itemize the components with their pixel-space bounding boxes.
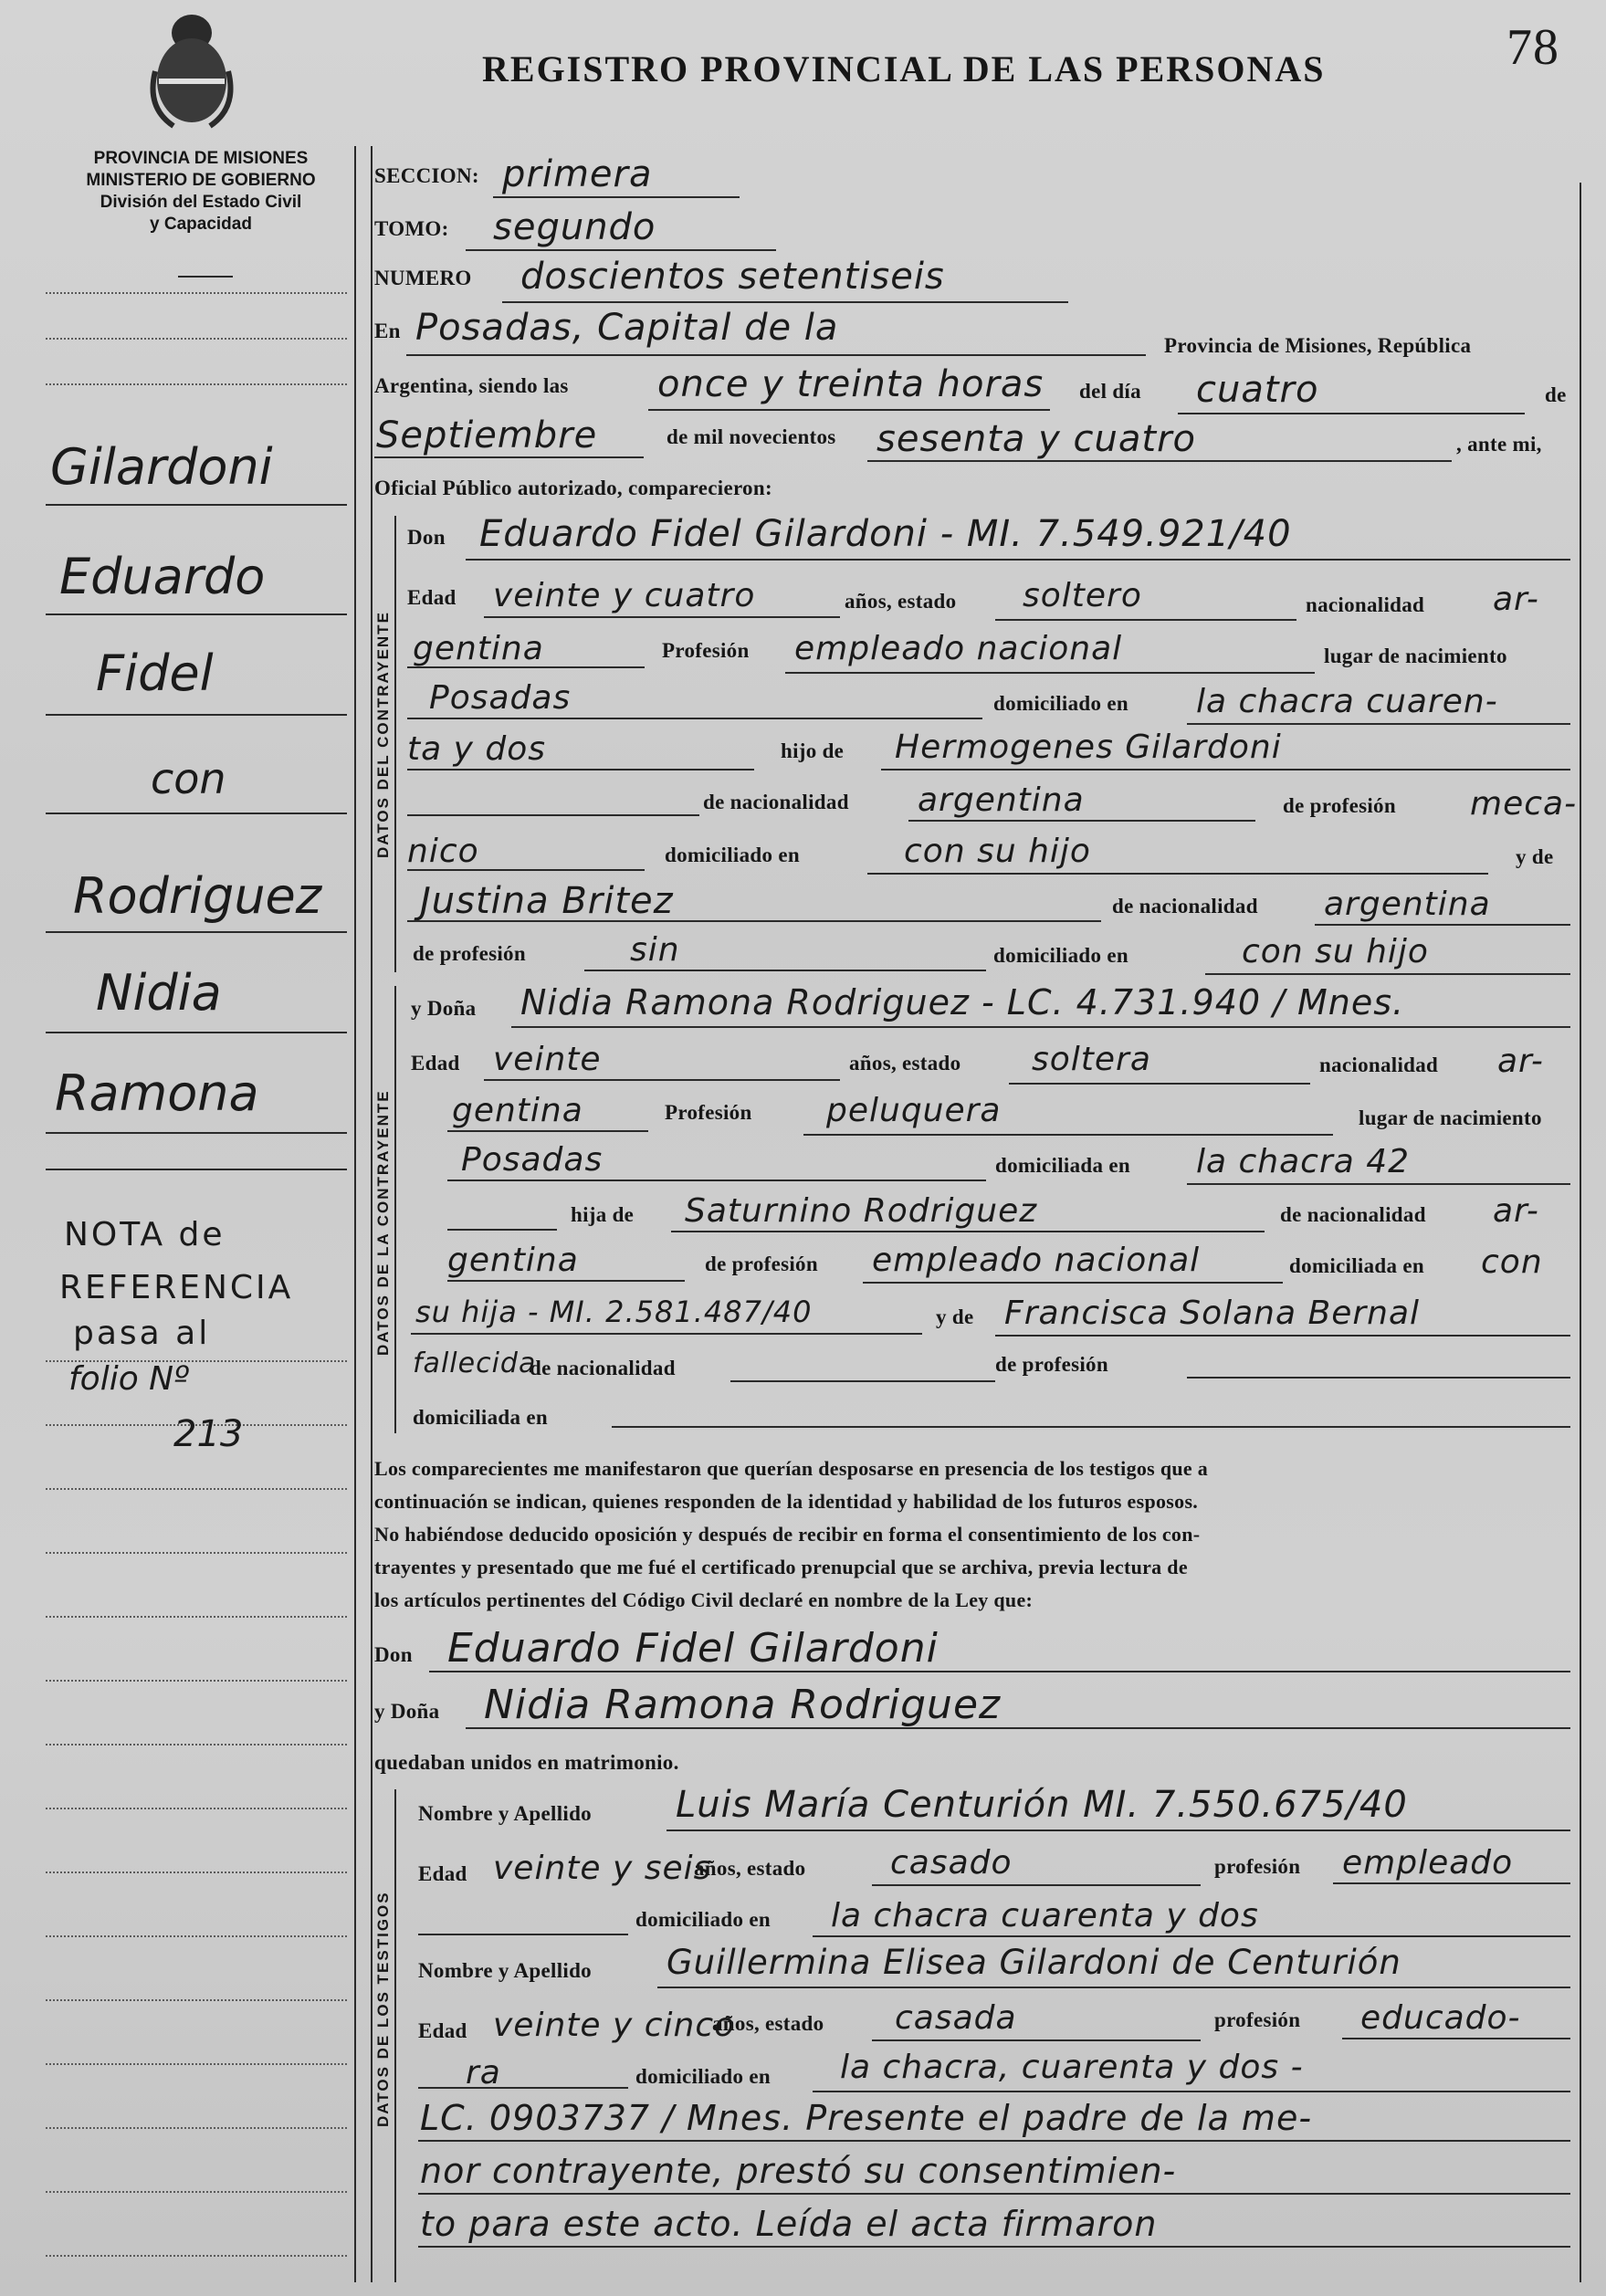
de-profesion-label: de profesión [995, 1353, 1108, 1376]
note-line: NOTA de [64, 1216, 226, 1253]
testigo1-edad-value: veinte y seis [493, 1850, 712, 1887]
novia-padre-dom-value: con [1481, 1243, 1543, 1281]
dia-value: cuatro [1196, 369, 1319, 411]
novia-padre-prof-value: empleado nacional [872, 1242, 1201, 1279]
edad-label: Edad [407, 586, 457, 609]
domiciliado-label: domiciliado en [993, 944, 1128, 967]
coat-of-arms-icon [137, 7, 247, 135]
domiciliada-label: domiciliada en [995, 1154, 1130, 1177]
novio-nombre-value: Eduardo Fidel Gilardoni - MI. 7.549.921/40 [479, 513, 1292, 555]
testigo2-nombre-value: Guillermina Elisea Gilardoni de Centurión [667, 1943, 1401, 1982]
anos-estado-label: años, estado [712, 2012, 824, 2035]
novia-padre-nac-value: ar- [1493, 1192, 1539, 1230]
hora-value: once y treinta horas [657, 363, 1044, 405]
novia-nombre-value: Nidia Ramona Rodriguez - LC. 4.731.940 / Mnes. [520, 982, 1405, 1022]
domiciliado-label: domiciliado en [635, 1908, 771, 1931]
domiciliada-label: domiciliada en [413, 1406, 548, 1429]
quedaban-label: quedaban unidos en matrimonio. [374, 1751, 679, 1774]
margin-name: Gilardoni [50, 438, 273, 496]
numero-label: NUMERO [374, 267, 472, 289]
edad-label: Edad [418, 2019, 467, 2042]
ante-mi-label: , ante mi, [1456, 433, 1542, 456]
novia-padre-dom-cont-value: su hija - MI. 2.581.487/40 [415, 1295, 813, 1329]
novio-madre-nac-value: argentina [1324, 886, 1491, 923]
novia-edad-value: veinte [493, 1041, 602, 1078]
novio-edad-value: veinte y cuatro [493, 577, 756, 614]
provincia-label: Provincia de Misiones, República [1164, 334, 1472, 357]
lugar-value: Posadas, Capital de la [415, 307, 839, 349]
edad-label: Edad [411, 1052, 460, 1075]
profesion-label: Profesión [665, 1101, 752, 1124]
nacionalidad-label: nacionalidad [1319, 1054, 1439, 1076]
oficial-label: Oficial Público autorizado, comparecieron: [374, 477, 772, 499]
domiciliado-label: domiciliado en [665, 844, 800, 866]
testigo1-nombre-value: Luis María Centurión MI. 7.550.675/40 [676, 1784, 1408, 1826]
page-number: 78 [1506, 19, 1559, 76]
note-line: 213 [173, 1413, 244, 1455]
novio-domicilio-cont-value: ta y dos [407, 730, 546, 768]
org-line: y Capacidad [150, 215, 252, 234]
domiciliado-label: domiciliado en [993, 692, 1128, 715]
testigo1-estado-value: casado [890, 1844, 1013, 1882]
anio-value: sesenta y cuatro [876, 418, 1197, 460]
org-line: División del Estado Civil [100, 193, 302, 212]
tomo-value: segundo [493, 206, 656, 248]
testigo1-domicilio-value: la chacra cuarenta y dos [831, 1897, 1259, 1934]
novia-estado-value: soltera [1032, 1041, 1151, 1078]
seccion-value: primera [502, 153, 653, 195]
final-note-line: nor contrayente, prestó su consentimien- [420, 2151, 1177, 2191]
novio-padre-dom-value: con su hijo [904, 833, 1091, 870]
de-nacionalidad-label: de nacionalidad [703, 791, 849, 813]
mes-value: Septiembre [376, 414, 598, 456]
don-label: Don [407, 526, 446, 549]
novio-nac-value: ar- [1493, 581, 1539, 618]
novia-profesion-value: peluquera [826, 1092, 1002, 1129]
en-label: En [374, 320, 401, 342]
de-label: de [1545, 383, 1567, 406]
declarado-don-value: Eduardo Fidel Gilardoni [447, 1625, 939, 1672]
nacionalidad-label: nacionalidad [1306, 593, 1425, 616]
note-line: pasa al [73, 1315, 211, 1352]
novia-padre-value: Saturnino Rodriguez [685, 1192, 1038, 1230]
tomo-label: TOMO: [374, 217, 449, 240]
margin-name: con [151, 754, 226, 803]
novio-padre-nac-value: argentina [918, 781, 1085, 819]
numero-value: doscientos setentiseis [520, 256, 945, 298]
novia-nac-value: ar- [1497, 1043, 1544, 1080]
profesion-label: Profesión [662, 639, 750, 662]
testigo2-profesion-value: educado- [1360, 1999, 1521, 2037]
novio-lugar-nac-value: Posadas [429, 679, 572, 717]
de-profesion-label: de profesión [705, 1253, 818, 1275]
profesion-label: profesión [1214, 2008, 1301, 2031]
document-title: REGISTRO PROVINCIAL DE LAS PERSONAS [482, 48, 1326, 89]
novia-domicilio-value: la chacra 42 [1196, 1143, 1411, 1180]
margin-name: Ramona [55, 1064, 259, 1122]
testigo1-profesion-value: empleado [1342, 1844, 1514, 1882]
final-note-line: to para este acto. Leída el acta firmaron [420, 2204, 1158, 2244]
anos-estado-label: años, estado [694, 1857, 806, 1880]
de-nacionalidad-label: de nacionalidad [530, 1357, 676, 1379]
novio-padre-prof-cont-value: nico [407, 833, 479, 870]
don-label: Don [374, 1643, 413, 1666]
novio-nac-cont-value: gentina [413, 630, 544, 667]
margin-name: Fidel [96, 645, 214, 702]
margin-name: Nidia [96, 964, 222, 1022]
testigo2-profesion-cont-value: ra [466, 2054, 501, 2092]
declarado-dona-value: Nidia Ramona Rodriguez [484, 1682, 1002, 1728]
novia-nac-cont-value: gentina [452, 1092, 583, 1129]
seccion-label: SECCION: [374, 164, 479, 187]
novia-lugar-nac-value: Posadas [461, 1141, 604, 1179]
de-profesion-label: de profesión [413, 942, 526, 965]
novio-domicilio-value: la chacra cuaren- [1196, 683, 1498, 720]
testigo2-edad-value: veinte y cinco [493, 2007, 736, 2044]
y-dona-label: y Doña [411, 997, 477, 1020]
profesion-label: profesión [1214, 1855, 1301, 1878]
y-dona-label: y Doña [374, 1700, 440, 1723]
org-line: MINISTERIO DE GOBIERNO [86, 171, 316, 190]
novia-padre-nac-cont-value: gentina [447, 1242, 579, 1279]
anos-estado-label: años, estado [845, 590, 957, 613]
novio-padre-value: Hermogenes Gilardoni [895, 729, 1282, 766]
margin-name: Eduardo [59, 548, 266, 605]
testigo2-domicilio-value: la chacra, cuarenta y dos - [840, 2049, 1304, 2086]
novio-madre-value: Justina Britez [420, 880, 674, 922]
de-profesion-label: de profesión [1283, 794, 1396, 817]
novio-madre-dom-value: con su hijo [1242, 933, 1429, 970]
y-de-label: y de [936, 1305, 974, 1328]
edad-label: Edad [418, 1862, 467, 1885]
declaration-line: los artículos pertinentes del Código Civil declaré en nombre de la Ley que: [374, 1588, 1034, 1611]
novio-profesion-value: empleado nacional [794, 630, 1123, 667]
domiciliada-label: domiciliada en [1289, 1254, 1424, 1277]
declaration-line: Los comparecientes me manifestaron que querían desposarse en presencia de los testigos que a [374, 1457, 1209, 1480]
novia-madre-value: Francisca Solana Bernal [1004, 1295, 1421, 1332]
argentina-siendo-label: Argentina, siendo las [374, 374, 569, 397]
hija-de-label: hija de [571, 1203, 635, 1226]
declaration-line: trayentes y presentado que me fué el certificado prenupcial que se archiva, previa lectura de [374, 1556, 1188, 1578]
novio-padre-prof-value: meca- [1470, 785, 1578, 823]
del-dia-label: del día [1079, 380, 1141, 403]
hijo-de-label: hijo de [781, 739, 845, 762]
novio-estado-value: soltero [1023, 577, 1142, 614]
de-nacionalidad-label: de nacionalidad [1112, 895, 1258, 917]
domiciliado-label: domiciliado en [635, 2065, 771, 2088]
testigo2-estado-value: casada [895, 1999, 1017, 2037]
anos-estado-label: años, estado [849, 1052, 961, 1075]
final-note-line: LC. 0903737 / Mnes. Presente el padre de la me- [420, 2098, 1313, 2138]
lugar-nac-label: lugar de nacimiento [1324, 645, 1507, 667]
org-line: PROVINCIA DE MISIONES [93, 149, 309, 168]
section-label-testigos: DATOS DE LOS TESTIGOS [374, 1891, 392, 2127]
nombre-apellido-label: Nombre y Apellido [418, 1802, 592, 1825]
de-nacionalidad-label: de nacionalidad [1280, 1203, 1426, 1226]
de-mil-label: de mil novecientos [667, 425, 836, 448]
declaration-line: No habiéndose deducido oposición y después de recibir en forma el consentimiento de los con- [374, 1523, 1201, 1546]
org-block [55, 148, 347, 236]
novia-madre-estado-value: fallecida [413, 1347, 537, 1379]
margin-name: Rodriguez [73, 867, 322, 925]
section-label-contrayenta: DATOS DE LA CONTRAYENTE [374, 1089, 392, 1356]
lugar-nac-label: lugar de nacimiento [1359, 1106, 1542, 1129]
note-line: folio Nº [68, 1360, 190, 1398]
nombre-apellido-label: Nombre y Apellido [418, 1959, 592, 1982]
y-de-label: y de [1516, 845, 1554, 868]
note-line: REFERENCIA [59, 1269, 294, 1306]
section-label-contrayente: DATOS DEL CONTRAYENTE [374, 611, 392, 858]
declaration-line: continuación se indican, quienes responden de la identidad y habilidad de los futuros esposos. [374, 1490, 1199, 1513]
novio-madre-prof-value: sin [630, 931, 680, 969]
